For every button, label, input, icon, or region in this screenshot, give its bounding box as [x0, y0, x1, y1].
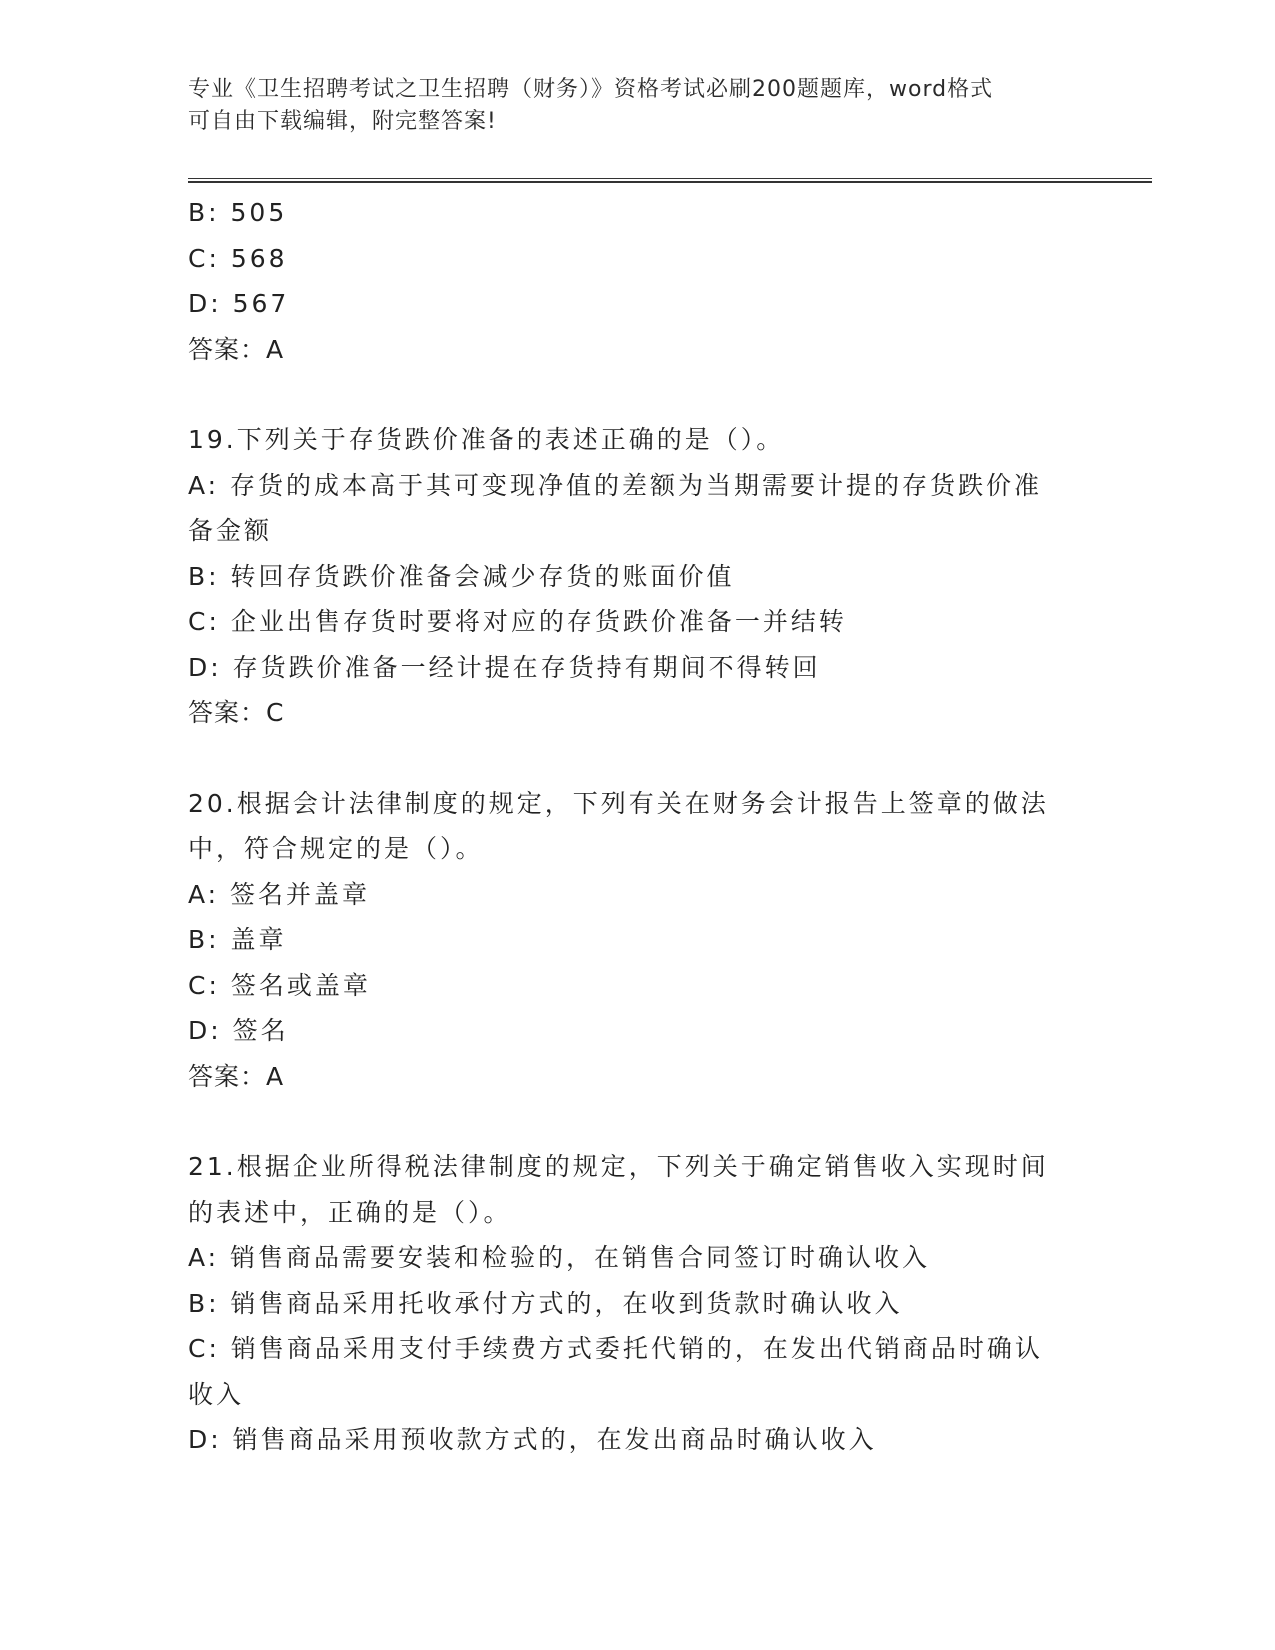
q20-stem: 20.根据会计法律制度的规定，下列有关在财务会计报告上签章的做法中，符合规定的是（）。 [188, 788, 1049, 863]
q18-option-b: B: 505 [188, 198, 288, 227]
q20-option-b: B: 盖章 [188, 925, 287, 954]
question-20 [188, 781, 1068, 1100]
q21-stem: 21.根据企业所得税法律制度的规定，下列关于确定销售收入实现时间的表述中，正确的是（）。 [188, 1152, 1049, 1227]
header-divider [188, 178, 1152, 183]
q18-option-c: C: 568 [188, 243, 288, 273]
q21-option-d: D: 销售商品采用预收款方式的，在发出商品时确认收入 [188, 1425, 877, 1454]
question-21 [188, 1144, 1068, 1463]
question-list [188, 190, 1068, 1463]
q19-option-b: B: 转回存货跌价准备会减少存货的账面价值 [188, 561, 735, 591]
q18-option-d: D: 567 [188, 289, 290, 318]
q19-option-d: D: 存货跌价准备一经计提在存货持有期间不得转回 [188, 652, 821, 682]
question-18-tail [188, 190, 1068, 372]
q21-option-a: A: 销售商品需要安装和检验的，在销售合同签订时确认收入 [188, 1243, 931, 1272]
q19-option-c: C: 企业出售存货时要将对应的存货跌价准备一并结转 [188, 607, 847, 636]
q20-answer: 答案：A [188, 1061, 285, 1091]
question-gap [188, 736, 1068, 781]
header-title-line-2: 可自由下载编辑，附完整答案! [188, 109, 497, 134]
q19-stem: 19.下列关于存货跌价准备的表述正确的是（）。 [188, 425, 785, 454]
q20-option-d: D: 签名 [188, 1016, 289, 1045]
q19-answer: 答案：C [188, 698, 285, 727]
q21-option-c: C: 销售商品采用支付手续费方式委托代销的，在发出代销商品时确认收入 [188, 1334, 1043, 1409]
question-19 [188, 417, 1068, 736]
q20-option-a: A: 签名并盖章 [188, 879, 371, 909]
page-header [188, 74, 1068, 138]
question-gap [188, 1099, 1068, 1144]
question-gap [188, 372, 1068, 417]
q18-answer: 答案：A [188, 334, 285, 364]
header-title-line-1: 专业《卫生招聘考试之卫生招聘（财务）》资格考试必刷200题题库，word格式 [188, 77, 994, 102]
q20-option-c: C: 签名或盖章 [188, 970, 371, 1000]
q19-option-a: A: 存货的成本高于其可变现净值的差额为当期需要计提的存货跌价准备金额 [188, 470, 1043, 545]
q21-option-b: B: 销售商品采用托收承付方式的，在收到货款时确认收入 [188, 1288, 903, 1318]
